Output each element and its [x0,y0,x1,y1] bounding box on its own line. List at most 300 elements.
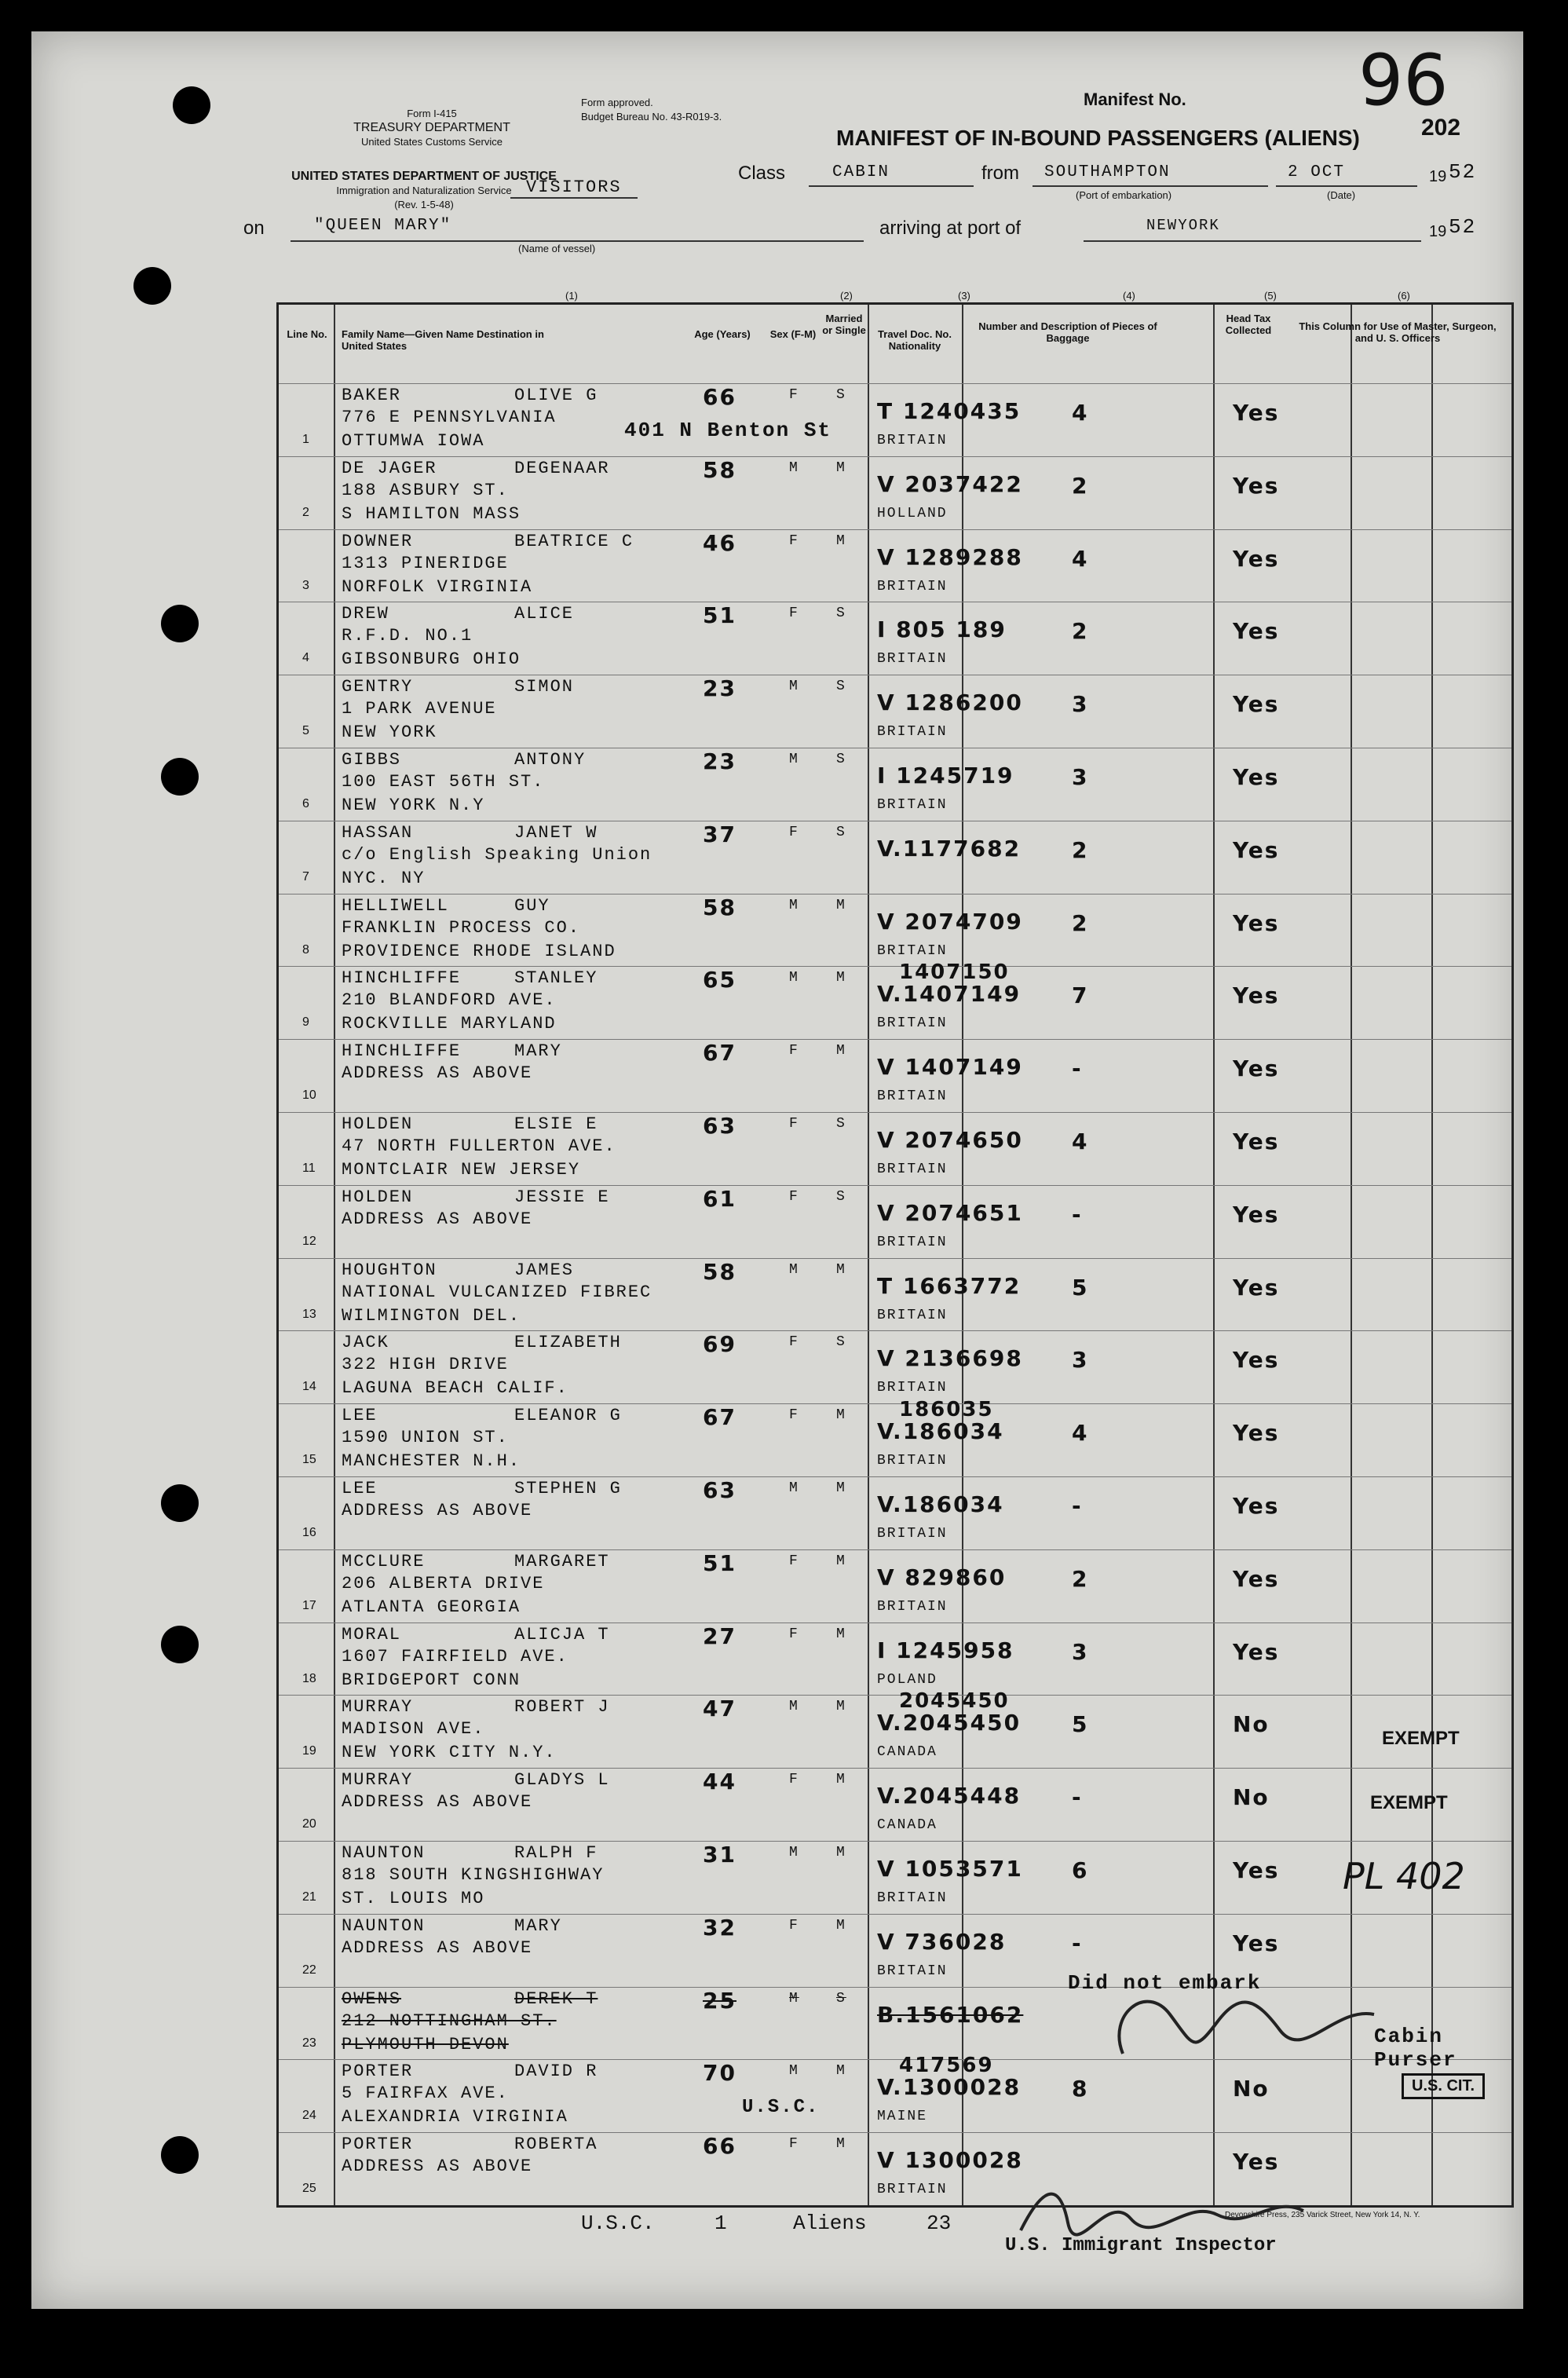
header-sex: Sex (F-M) [769,328,817,340]
head-tax: Yes [1233,836,1280,863]
manifest-no-label: Manifest No. [1084,90,1186,109]
baggage-count: 3 [1072,1347,1089,1374]
header-name: Family Name—Given Name Destination in United States [342,328,544,352]
age-value: 23 [703,675,736,702]
travel-doc: V.2045448 [877,1783,1022,1809]
given-name: ROBERT J [514,1697,610,1718]
age-value: 70 [703,2060,736,2087]
footer-aliens-count: 23 [927,2212,952,2235]
age-value: 27 [703,1623,736,1649]
family-name: BAKER [342,386,402,405]
nationality: BRITAIN [877,724,948,741]
head-tax: Yes [1233,1129,1280,1154]
header-tax: Head Tax Collected [1225,313,1272,336]
age-value: 67 [703,1040,736,1066]
punch-hole [161,605,199,642]
age-value: 67 [703,1404,736,1431]
line-number: 4 [302,651,309,665]
address-line-2: GIBSONBURG OHIO [342,649,521,670]
baggage-count: 2 [1072,909,1089,936]
sex-value: M [789,752,799,767]
arrival-port: NEWYORK [1146,217,1220,234]
marital-status: M [836,970,846,986]
line-number: 17 [302,1598,316,1612]
baggage-count: 2 [1072,836,1089,863]
line-number: 6 [302,797,309,810]
family-name: JACK [342,1333,389,1353]
sex-value: F [789,1043,799,1059]
family-name: HELLIWELL [342,895,449,916]
line-number: 15 [302,1453,316,1467]
punch-hole [161,1484,199,1522]
address-line-2: NEW YORK N.Y [342,796,485,815]
col-number-4: (4) [1123,290,1135,302]
given-name: SIMON [514,677,575,697]
table-row [279,383,1511,456]
address-correction: 401 N Benton St [624,419,832,442]
sex-value: F [789,1334,799,1351]
family-name: OWENS [342,1988,402,2009]
table-row [279,1689,1511,1768]
customs-service: United States Customs Service [361,136,503,148]
arriving-label: arriving at port of [879,218,1022,239]
age-value: 51 [703,602,736,629]
arrival-underline [1084,240,1421,242]
travel-doc: V.1300028 [877,2074,1022,2101]
treasury-dept: TREASURY DEPARTMENT [353,121,510,134]
address-line-1: 1 PARK AVENUE [342,699,497,719]
head-tax: Yes [1233,1857,1280,1883]
table-row [279,2132,1511,2205]
travel-doc-correction: 1407150 [899,960,1010,985]
travel-doc: V 2074709 [877,908,1023,935]
line-number: 8 [302,942,309,957]
table-row [279,1330,1511,1403]
head-tax: Yes [1233,1493,1280,1519]
line-number: 18 [302,1671,316,1685]
family-name: LEE [342,1406,378,1426]
family-name: MURRAY [342,1697,414,1718]
family-name: HINCHLIFFE [342,1041,462,1062]
sex-value: F [789,1188,799,1205]
head-tax: No [1233,1784,1270,1811]
baggage-count: - [1072,1055,1083,1082]
age-value: 37 [703,821,736,847]
punch-hole [161,1626,199,1663]
marital-status: M [836,1553,846,1569]
nationality: BRITAIN [877,1380,948,1396]
sex-value: F [789,1917,799,1933]
given-name: DEGENAAR [514,458,610,478]
marital-status: S [836,679,846,695]
travel-doc-correction: 186035 [899,1398,994,1422]
marital-status: M [836,1043,846,1059]
address-line-2: NEW YORK CITY N.Y. [342,1743,557,1763]
age-value: 23 [703,748,736,774]
marital-status: M [836,1917,846,1933]
head-tax: Yes [1233,1201,1280,1227]
sex-value: F [789,1116,799,1132]
nationality: BRITAIN [877,1598,948,1615]
given-name: JANET W [514,822,598,843]
date-underline [1276,185,1417,187]
given-name: ROBERTA [514,2135,598,2155]
inspector-signature [1013,2175,1311,2246]
sex-value: F [789,387,799,403]
table-row [279,1549,1511,1623]
line-number: 1 [302,433,309,446]
nationality: BRITAIN [877,433,948,448]
head-tax: Yes [1233,1347,1280,1374]
address-line-2: ROCKVILLE MARYLAND [342,1014,557,1034]
age-value: 66 [703,384,736,410]
address-line-2: S HAMILTON MASS [342,503,521,524]
line-number: 22 [302,1963,316,1977]
address-line-1: 1590 UNION ST. [342,1428,509,1448]
header-baggage: Number and Description of Pieces of Baggage [978,320,1157,344]
table-row [279,960,1511,1039]
address-line-1: R.F.D. NO.1 [342,626,473,646]
family-name: HASSAN [342,822,414,843]
sex-value: F [789,1772,799,1788]
nationality: MAINE [877,2109,928,2125]
travel-doc: V 1286200 [877,690,1023,716]
purser-signature [1099,1983,1382,2069]
nationality: BRITAIN [877,1890,948,1906]
sex-value: F [789,1407,799,1424]
marital-status: M [836,1699,846,1715]
family-name: DE JAGER [342,458,437,478]
punch-hole [173,86,210,124]
vessel-value: "QUEEN MARY" [314,217,452,235]
line-number: 7 [302,869,309,884]
family-name: GIBBS [342,750,402,770]
travel-doc: V 1300028 [877,2147,1023,2174]
address-line-1: c/o English Speaking Union [342,844,652,865]
marital-status: M [836,532,846,549]
family-name: PORTER [342,2135,414,2155]
manifest-sheet [31,31,1523,2309]
address-line-1: 47 NORTH FULLERTON AVE. [342,1136,616,1156]
head-tax: Yes [1233,545,1280,572]
address-line-2: ST. LOUIS MO [342,1889,485,1908]
sex-value: M [789,459,799,476]
line-number: 5 [302,724,309,738]
address-line-2: PROVIDENCE RHODE ISLAND [342,941,616,961]
travel-doc: T 1663772 [877,1272,1022,1299]
usc-note: U.S.C. [742,2097,820,2118]
travel-doc: I 1245958 [877,1637,1014,1663]
line-number: 23 [302,2036,316,2050]
budget-bureau: Budget Bureau No. 43-R019-3. [581,111,722,123]
travel-doc: I 1245719 [877,763,1014,788]
header-age: Age (Years) [694,328,751,340]
marital-status: M [836,1772,846,1788]
table-row [279,1476,1511,1549]
address-line-1: 210 BLANDFORD AVE. [342,990,557,1011]
travel-doc: V 2136698 [877,1345,1023,1372]
head-tax: Yes [1233,909,1280,936]
baggage-count: 4 [1072,545,1089,572]
marital-status: S [836,824,846,840]
table-row [279,1258,1511,1331]
vessel-caption: (Name of vessel) [518,243,596,254]
col-number-2: (2) [840,290,853,302]
given-name: STANLEY [514,968,598,989]
sex-value: M [789,970,799,986]
arrival-year: 52 [1449,215,1477,239]
head-tax: Yes [1233,1565,1280,1592]
travel-doc: V.186034 [877,1491,1004,1517]
baggage-count: - [1072,1493,1083,1519]
address-line-1: 776 E PENNSYLVANIA [342,408,557,427]
age-value: 47 [703,1696,736,1722]
punch-hole [133,267,171,305]
table-row [279,529,1511,602]
travel-doc: V.1407149 [877,981,1022,1008]
table-row [279,2054,1511,2132]
baggage-count: - [1072,1930,1083,1956]
sex-value: M [789,1990,799,2007]
age-value: 58 [703,456,736,483]
col-number-3: (3) [958,290,970,302]
given-name: MARY [514,1041,562,1062]
family-name: HINCHLIFFE [342,968,462,989]
nationality: BRITAIN [877,2182,948,2198]
age-value: 66 [703,2133,736,2160]
travel-doc: V 2037422 [877,470,1023,497]
marital-status: M [836,1407,846,1424]
exempt-stamp: EXEMPT [1370,1792,1448,1813]
address-line-2: ATLANTA GEORGIA [342,1597,521,1617]
baggage-count: 4 [1072,400,1089,426]
address-line-1: 5 FAIRFAX AVE. [342,2083,509,2104]
marital-status: S [836,1116,846,1132]
inspector-label: U.S. Immigrant Inspector [1005,2235,1277,2256]
baggage-count: 3 [1072,1638,1089,1665]
address-line-1: 1313 PINERIDGE [342,553,509,573]
given-name: ALICJA T [514,1624,610,1644]
travel-doc: V.186034 [877,1418,1004,1445]
table-row [279,1039,1511,1112]
family-name: NAUNTON [342,1843,426,1863]
nationality: BRITAIN [877,1088,948,1105]
line-number: 11 [302,1162,316,1175]
baggage-count: 5 [1072,1274,1089,1301]
col-number-1: (1) [565,290,578,302]
header-married: Married or Single [822,313,866,336]
head-tax: Yes [1233,691,1280,718]
head-tax: Yes [1233,400,1280,426]
given-name: JESSIE E [514,1187,610,1207]
class-label: Class [738,163,786,184]
travel-doc: V.2045450 [877,1710,1022,1736]
travel-doc: V 2074651 [877,1199,1023,1226]
address-line-2: BRIDGEPORT CONN [342,1670,521,1690]
address-line-1: 100 EAST 56TH ST. [342,772,545,792]
nationality: BRITAIN [877,1162,948,1177]
marital-status: S [836,605,846,622]
form-block [314,107,550,149]
head-tax: Yes [1233,1930,1280,1956]
baggage-count: 2 [1072,472,1089,499]
arrival-year-prefix: 19 [1429,223,1447,240]
table-row [279,1623,1511,1696]
justice-dept: UNITED STATES DEPARTMENT OF JUSTICE [291,170,557,183]
revision: (Rev. 1-5-48) [394,199,454,210]
age-value: 63 [703,1113,736,1139]
marital-status: S [836,1990,846,2007]
given-name: DAVID R [514,2062,598,2082]
sex-value: M [789,1845,799,1860]
given-name: GUY [514,895,550,916]
port-value: SOUTHAMPTON [1044,163,1171,181]
form-number: Form I-415 [407,108,457,119]
ins-label: Immigration and Naturalization Service [336,185,512,196]
age-value: 51 [703,1549,736,1576]
footer-usc-count: 1 [715,2212,727,2235]
sex-value: M [789,1480,799,1496]
age-value: 65 [703,967,736,993]
age-value: 46 [703,529,736,556]
line-number: 3 [302,578,309,592]
travel-doc: I 805 189 [877,616,1007,643]
family-name: PORTER [342,2062,414,2082]
given-name: RALPH F [514,1843,598,1863]
baggage-count: - [1072,1201,1083,1227]
address-line-2: LAGUNA BEACH CALIF. [342,1378,568,1399]
address-line-2: NORFOLK VIRGINIA [342,576,533,597]
travel-doc-correction: 417569 [899,2054,994,2078]
did-not-embark: Did not embark [1068,1971,1262,1995]
us-cit-stamp: U.S. CIT. [1402,2073,1485,2099]
given-name: ALICE [514,604,575,624]
address-line-1: ADDRESS AS ABOVE [342,2157,533,2177]
sex-value: F [789,1626,799,1642]
address-line-1: ADDRESS AS ABOVE [342,1063,533,1084]
header-travel: Travel Doc. No. Nationality [878,328,952,352]
sex-value: F [789,2136,799,2153]
address-line-1: 818 SOUTH KINGSHIGHWAY [342,1865,605,1885]
marital-status: M [836,1845,846,1860]
table-row [279,1841,1511,1914]
head-tax: Yes [1233,982,1280,1009]
age-value: 63 [703,1477,736,1503]
marital-status: S [836,1334,846,1351]
date-caption: (Date) [1327,189,1356,201]
baggage-count: 4 [1072,1129,1089,1154]
line-number: 9 [302,1015,309,1030]
manifest-title: MANIFEST OF IN-BOUND PASSENGERS (ALIENS) [836,126,1360,150]
header-use: This Column for Use of Master, Surgeon, and U. S. Officers [1299,320,1497,344]
address-line-1: 322 HIGH DRIVE [342,1355,509,1375]
manifest-no: 96 [1358,39,1449,122]
age-value: 25 [703,1987,736,2014]
given-name: BEATRICE C [514,531,634,551]
form-approved: Form approved. [581,97,653,108]
table-row [279,1398,1511,1476]
travel-doc: V 2074650 [877,1127,1023,1153]
on-label: on [243,218,265,239]
nationality: BRITAIN [877,578,948,594]
given-name: MARGARET [514,1551,610,1571]
nationality: HOLLAND [877,505,948,521]
line-number: 16 [302,1526,316,1539]
table-row [279,748,1511,821]
baggage-count: 2 [1072,1565,1089,1592]
sex-value: F [789,824,799,840]
family-name: MCCLURE [342,1551,426,1571]
nationality: BRITAIN [877,1963,948,1979]
head-tax: Yes [1233,764,1280,790]
head-tax: Yes [1233,1420,1280,1447]
head-tax: Yes [1233,1274,1280,1301]
punch-hole [161,2136,199,2174]
travel-doc: V 1407149 [877,1054,1023,1081]
address-line-2: WILMINGTON DEL. [342,1305,521,1326]
address-line-2: PLYMOUTH DEVON [342,2034,509,2054]
table-row [279,675,1511,748]
given-name: JAMES [514,1260,575,1280]
table-row [279,1112,1511,1185]
head-tax: Yes [1233,1638,1280,1665]
family-name: MORAL [342,1624,402,1644]
sex-value: M [789,2063,799,2080]
class-underline [809,185,974,187]
travel-doc: B.1561062 [877,2001,1024,2028]
age-value: 32 [703,1914,736,1941]
head-tax: Yes [1233,472,1280,499]
family-name: NAUNTON [342,1915,426,1936]
nationality: BRITAIN [877,797,948,813]
travel-doc: V 1289288 [877,543,1023,570]
age-value: 58 [703,1258,736,1285]
nationality: BRITAIN [877,1453,948,1469]
nationality: BRITAIN [877,651,948,668]
address-line-2: OTTUMWA IOWA [342,431,485,451]
address-line-1: FRANKLIN PROCESS CO. [342,917,581,938]
travel-doc: V 829860 [877,1564,1007,1590]
line-number: 10 [302,1088,316,1103]
table-row [279,1768,1511,1841]
travel-doc: V 1053571 [877,1856,1023,1882]
family-name: DREW [342,604,389,624]
sex-value: F [789,1553,799,1569]
given-name: ELSIE E [514,1114,598,1134]
nationality: BRITAIN [877,1526,948,1542]
baggage-count: 3 [1072,764,1089,790]
col-number-5: (5) [1264,290,1277,302]
table-row [279,1914,1511,1987]
year-value: 52 [1449,160,1477,184]
address-line-1: ADDRESS AS ABOVE [342,1501,533,1520]
baggage-count: 3 [1072,691,1089,718]
line-number: 12 [302,1234,316,1248]
table-row [279,602,1511,675]
family-name: DOWNER [342,531,414,551]
given-name: OLIVE G [514,386,598,405]
travel-doc: T 1240435 [877,398,1022,424]
punch-hole [161,758,199,796]
visitors-label: VISITORS [510,177,638,199]
head-tax: No [1233,1711,1270,1738]
address-line-2: ALEXANDRIA VIRGINIA [342,2107,568,2127]
address-line-2: MANCHESTER N.H. [342,1451,521,1472]
line-number: 20 [302,1817,316,1831]
address-line-1: ADDRESS AS ABOVE [342,1209,533,1229]
line-number: 2 [302,505,309,519]
port-caption: (Port of embarkation) [1076,189,1172,201]
